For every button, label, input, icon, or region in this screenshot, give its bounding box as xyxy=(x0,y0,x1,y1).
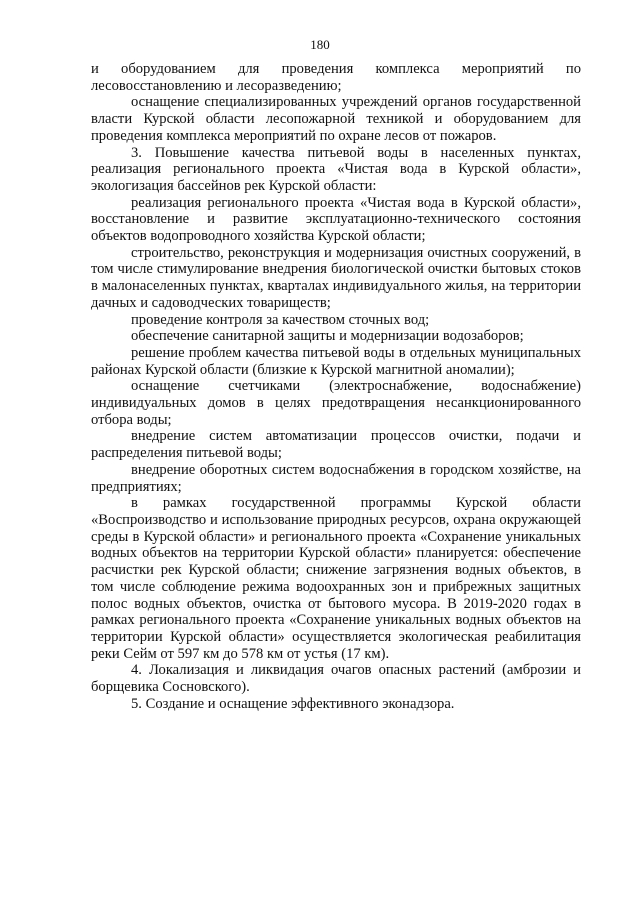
paragraph-section-5: 5. Создание и оснащение эффективного эконадзора. xyxy=(131,695,455,712)
paragraph-section-3-heading: 3. Повышение качества питьевой воды в населенных пунктах, реализация регионального проекта «Чистая вода в Курской области», экологизация бассейнов рек Курской области: xyxy=(91,144,581,194)
paragraph-water-quality-problems: решение проблем качества питьевой воды в отдельных муниципальных районах Курской области (близкие к Курской магнитной аномалии); xyxy=(91,344,581,378)
paragraph-continuation: и оборудованием для проведения комплекса мероприятий по лесовосстановлению и лесоразведению; xyxy=(91,61,581,94)
paragraph-wastewater-control: проведение контроля за качеством сточных вод; xyxy=(131,311,430,328)
page-number: 180 xyxy=(310,37,330,52)
paragraph-treatment-facilities: строительство, реконструкция и модернизация очистных сооружений, в том числе стимулирование внедрения биологической очистки бытовых стоков в малонаселенных пунктах, кварталах индивидуального жилья, на территории дачных и садоводческих товариществ; xyxy=(91,244,581,311)
document-body xyxy=(91,61,581,712)
paragraph-meters: оснащение счетчиками (электроснабжение, водоснабжение) индивидуальных домов в целях предотвращения несанкционированного отбора воды; xyxy=(91,378,581,428)
paragraph-sanitary-protection: обеспечение санитарной защиты и модернизации водозаборов; xyxy=(131,328,524,345)
paragraph-state-program: в рамках государственной программы Курской области «Воспроизводство и использование природных ресурсов, охрана окружающей среды в Курской области» и регионального проекта «Сохранение уникальных водных объектов на территории Курской области» планируется: обеспечение расчистки рек Курской области; снижение загрязнения водных объектов, в том числе соблюдение режима водоохранных зон и прибрежных защитных полос водных объектов, очистка от бытового мусора. В 2019-2020 годах в рамках регионального проекта «Сохранение уникальных водных объектов на территории Курской области» осуществляется экологическая реабилитация реки Сейм от 597 км до 578 км от устья (17 км). xyxy=(91,495,581,662)
paragraph-circulating-systems: внедрение оборотных систем водоснабжения в городском хозяйстве, на предприятиях; xyxy=(91,461,581,495)
paragraph-section-4: 4. Локализация и ликвидация очагов опасных растений (амброзии и борщевика Сосновского). xyxy=(91,662,581,696)
paragraph-fire-equipment: оснащение специализированных учреждений органов государственной власти Курской области лесопожарной техникой и оборудованием для проведения комплекса мероприятий по охране лесов от пожаров. xyxy=(91,94,581,144)
paragraph-clean-water-project: реализация регионального проекта «Чистая вода в Курской области», восстановление и развитие эксплуатационно-технического состояния объектов водопроводного хозяйства Курской области; xyxy=(91,194,581,245)
paragraph-automation: внедрение систем автоматизации процессов очистки, подачи и распределения питьевой воды; xyxy=(91,428,581,462)
